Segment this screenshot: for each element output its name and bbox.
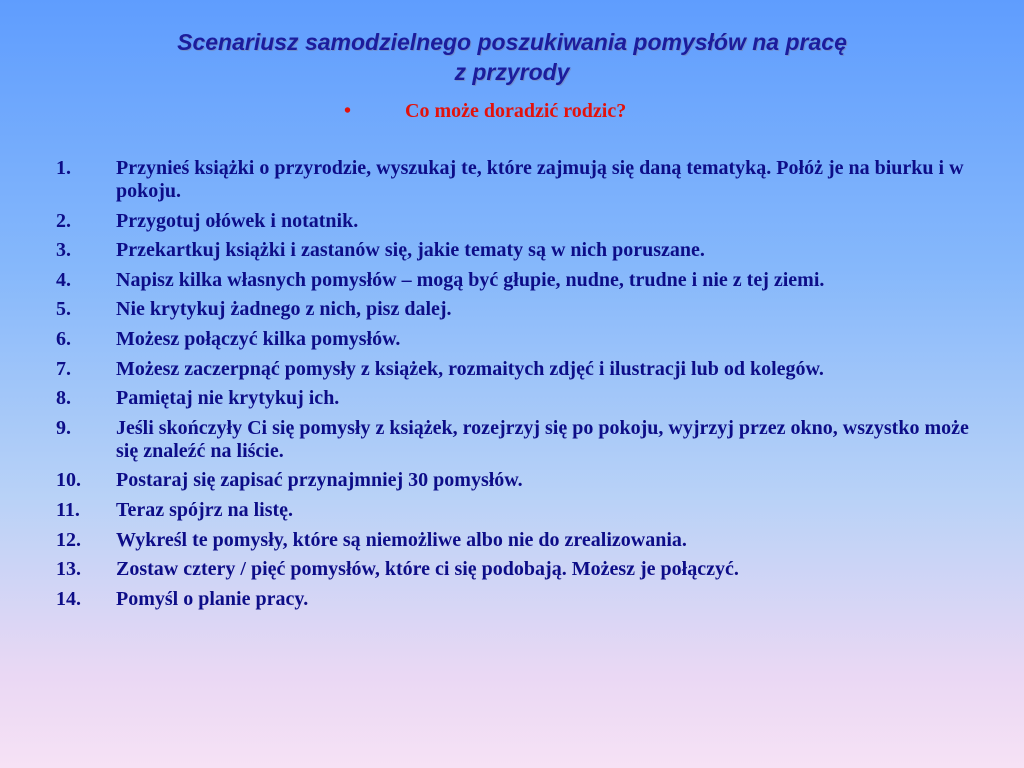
list-item-text: Napisz kilka własnych pomysłów – mogą być głupie, nudne, trudne i nie z tej ziemi. <box>116 268 825 291</box>
list-item-number: 8. <box>56 387 71 410</box>
list-item-text: Możesz połączyć kilka pomysłów. <box>116 327 401 350</box>
list-item <box>56 358 986 381</box>
list-item-text: Teraz spójrz na listę. <box>116 498 294 521</box>
list-item-number: 5. <box>56 298 71 321</box>
list-item-text: Przynieś książki o przyrodzie, wyszukaj te, które zajmują się daną tematyką. Połóż je na biurku i w pokoju. <box>116 157 964 202</box>
list-item-number: 14. <box>56 587 81 610</box>
list-item-text: Pamiętaj nie krytykuj ich. <box>116 387 340 410</box>
list-item-number: 11. <box>56 498 80 521</box>
list-item-text: Przygotuj ołówek i notatnik. <box>116 209 359 232</box>
list-item-text: Wykreśl te pomysły, które są niemożliwe albo nie do zrealizowania. <box>116 528 687 551</box>
list-item <box>56 558 986 581</box>
list-item-number: 10. <box>56 469 81 492</box>
list-item <box>56 157 986 203</box>
list-item-text: Jeśli skończyły Ci się pomysły z książek, rozejrzyj się po pokoju, wyjrzyj przez okno, wszystko może się znaleźć na liście. <box>116 416 969 462</box>
list-item-number: 13. <box>56 558 81 581</box>
steps-list <box>56 157 986 617</box>
list-item-number: 2. <box>56 209 71 232</box>
list-item <box>56 469 986 492</box>
subtitle-bullet: • <box>344 100 352 122</box>
list-item-number: 6. <box>56 327 71 350</box>
list-item <box>56 499 986 522</box>
list-item-number: 7. <box>56 357 71 380</box>
list-item <box>56 588 986 611</box>
list-item-number: 4. <box>56 268 71 291</box>
list-item-text: Nie krytykuj żadnego z nich, pisz dalej. <box>116 298 452 321</box>
list-item <box>56 387 986 410</box>
list-item <box>56 529 986 552</box>
list-item-text: Przekartkuj książki i zastanów się, jakie tematy są w nich poruszane. <box>116 239 705 262</box>
list-item <box>56 417 986 463</box>
list-item-text: Pomyśl o planie pracy. <box>116 587 309 610</box>
list-item <box>56 328 986 351</box>
list-item-text: Możesz zaczerpnąć pomysły z książek, rozmaitych zdjęć i ilustracji lub od kolegów. <box>116 357 824 380</box>
list-item <box>56 298 986 321</box>
list-item-number: 3. <box>56 239 71 262</box>
list-item-number: 9. <box>56 416 71 439</box>
list-item-text: Postaraj się zapisać przynajmniej 30 pomysłów. <box>116 469 523 492</box>
list-item-text: Zostaw cztery / pięć pomysłów, które ci się podobają. Możesz je połączyć. <box>116 558 739 581</box>
slide-title-line-2: z przyrody <box>454 59 570 85</box>
list-item <box>56 239 986 262</box>
list-item-number: 12. <box>56 528 81 551</box>
list-item <box>56 269 986 292</box>
slide-title <box>40 27 984 87</box>
list-item <box>56 210 986 233</box>
list-item-number: 1. <box>56 157 71 179</box>
slide-title-line-1: Scenariusz samodzielnego poszukiwania pomysłów na pracę <box>177 29 847 55</box>
subtitle-text: Co może doradzić rodzic? <box>405 100 627 122</box>
